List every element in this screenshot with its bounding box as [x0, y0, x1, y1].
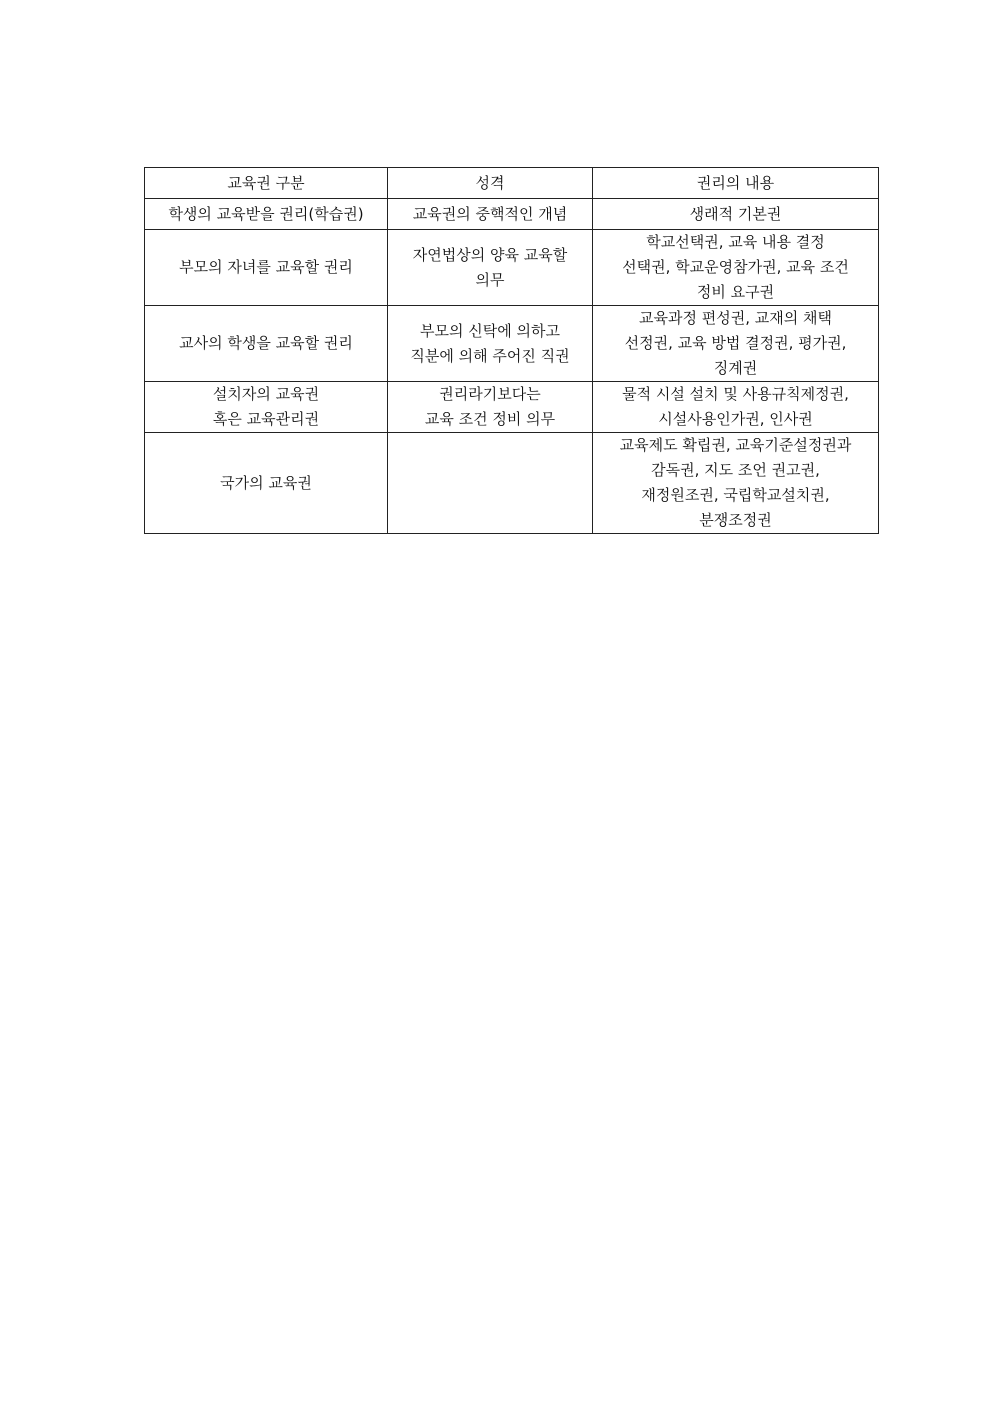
- content-cell: [593, 433, 879, 534]
- category-line: 부모의 자녀를 교육할 권리: [179, 258, 353, 276]
- content-line: 학교선택권, 교육 내용 결정: [646, 233, 825, 251]
- nature-line: 부모의 신탁에 의하고: [420, 321, 560, 340]
- content-cell: [593, 230, 879, 306]
- table-row: [145, 306, 879, 382]
- nature-cell: [388, 230, 593, 306]
- content-line: 정비 요구권: [696, 283, 775, 301]
- category-cell: [145, 382, 388, 433]
- category-line: 학생의 교육받을 권리(학습권): [168, 204, 364, 223]
- table-row: [145, 382, 879, 433]
- category-line: 교사의 학생을 교육할 권리: [179, 334, 353, 352]
- nature-line: 자연법상의 양육 교육할: [412, 245, 568, 264]
- content-line: 선택권, 학교운영참가권, 교육 조건: [622, 258, 849, 276]
- category-line: 국가의 교육권: [220, 473, 312, 492]
- nature-line: 교육 조건 정비 의무: [424, 410, 556, 428]
- category-line: 혹은 교육관리권: [212, 410, 320, 428]
- table-row: [145, 230, 879, 306]
- table-header-row: [145, 168, 879, 199]
- header-content: 권리의 내용: [593, 168, 879, 199]
- header-category: 교육권 구분: [145, 168, 388, 199]
- content-line: 재정원조권, 국립학교설치권,: [641, 486, 830, 504]
- category-cell: [145, 199, 388, 230]
- nature-cell: [388, 199, 593, 230]
- category-line: 설치자의 교육권: [212, 385, 320, 403]
- content-line: 물적 시설 설치 및 사용규칙제정권,: [622, 385, 849, 403]
- content-line: 분쟁조정권: [699, 511, 772, 529]
- nature-cell: [388, 382, 593, 433]
- nature-cell: [388, 306, 593, 382]
- category-cell: [145, 433, 388, 534]
- table-row: [145, 199, 879, 230]
- nature-line: 교육권의 중핵적인 개념: [412, 204, 568, 223]
- table-row: [145, 433, 879, 534]
- nature-cell-empty: [388, 433, 593, 534]
- header-nature: 성격: [388, 168, 593, 199]
- category-cell: [145, 306, 388, 382]
- content-line: 선정권, 교육 방법 결정권, 평가권,: [624, 334, 847, 352]
- content-cell: [593, 199, 879, 230]
- nature-line: 의무: [475, 270, 505, 289]
- content-cell: [593, 382, 879, 433]
- content-line: 교육제도 확립권, 교육기준설정권과: [619, 436, 852, 454]
- nature-line: 권리라기보다는: [439, 385, 541, 403]
- category-cell: [145, 230, 388, 306]
- nature-line: 직분에 의해 주어진 직권: [410, 346, 570, 365]
- education-rights-table: [144, 167, 879, 534]
- content-line: 징계권: [713, 359, 758, 377]
- content-line: 감독권, 지도 조언 권고권,: [651, 461, 820, 479]
- content-cell: [593, 306, 879, 382]
- content-line: 시설사용인가권, 인사권: [658, 410, 813, 428]
- content-line: 생래적 기본권: [689, 204, 782, 223]
- content-line: 교육과정 편성권, 교재의 채택: [639, 309, 832, 327]
